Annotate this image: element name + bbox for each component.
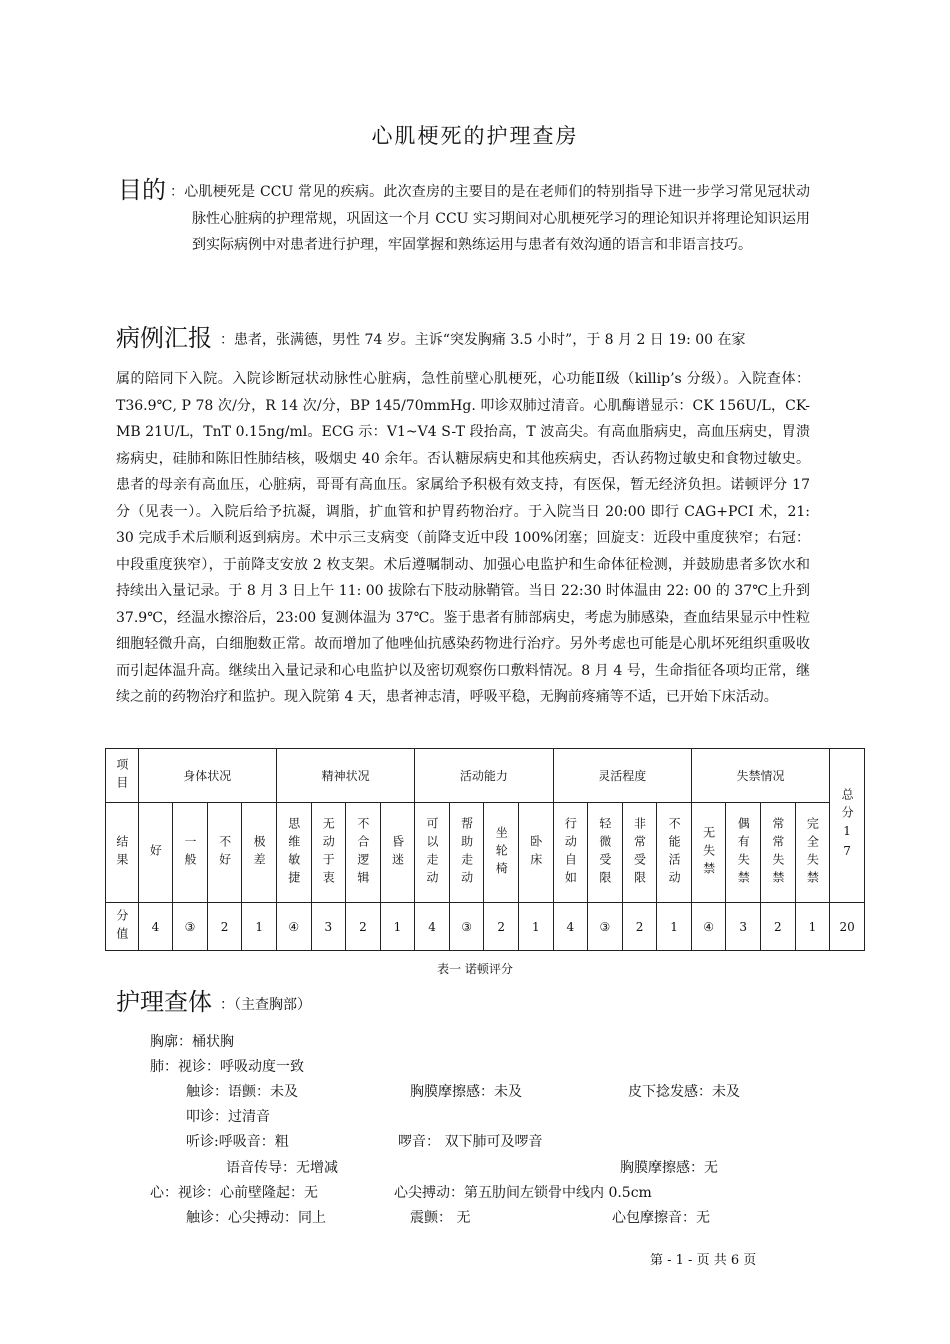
- score-cell: ③: [588, 903, 623, 951]
- exam-line: 叩诊：过清音: [186, 1109, 270, 1125]
- result-cell: 极差: [242, 803, 277, 903]
- exam-line: 胸膜摩擦感：无: [620, 1160, 718, 1176]
- result-cell: 无失禁: [691, 803, 726, 903]
- exam-line: 听诊:呼吸音：粗: [186, 1134, 289, 1150]
- result-cell: 轻微受限: [588, 803, 623, 903]
- score-cell: 2: [484, 903, 519, 951]
- score-cell: 1: [518, 903, 553, 951]
- result-cell: 可以走动: [415, 803, 450, 903]
- group-header: 身体状况: [138, 749, 276, 803]
- table-row-scores: [106, 903, 865, 951]
- result-cell: 完全失禁: [795, 803, 830, 903]
- score-cell: ④: [276, 903, 311, 951]
- result-cell: 不好: [207, 803, 242, 903]
- score-cell: 4: [138, 903, 173, 951]
- case-heading: 病例汇报: [116, 324, 212, 352]
- exam-line: 触诊：语颤：未及: [186, 1084, 298, 1100]
- total-header: 总分17: [830, 749, 865, 903]
- table-row-items: [106, 749, 865, 803]
- result-cell: 不能活动: [657, 803, 692, 903]
- score-cell: 2: [207, 903, 242, 951]
- page-title: 心肌梗死的护理查房: [371, 124, 579, 148]
- score-cell: 1: [795, 903, 830, 951]
- score-cell: 1: [657, 903, 692, 951]
- table-caption: 表一 诺顿评分: [437, 962, 513, 976]
- exam-line: 胸廓：桶状胸: [150, 1034, 234, 1050]
- row-header-result: 结果: [106, 803, 139, 903]
- result-cell: 帮助走动: [449, 803, 484, 903]
- result-cell: 不合逻辑: [346, 803, 381, 903]
- score-cell: 1: [380, 903, 415, 951]
- result-cell: 非常受限: [622, 803, 657, 903]
- row-header-score: 分值: [106, 903, 139, 951]
- result-cell: 好: [138, 803, 173, 903]
- exam-line: 啰音： 双下肺可及啰音: [398, 1134, 543, 1150]
- group-header: 灵活程度: [553, 749, 691, 803]
- result-cell: 偶有失禁: [726, 803, 761, 903]
- row-header-item: 项目: [106, 749, 139, 803]
- score-cell: 3: [726, 903, 761, 951]
- result-cell: 一般: [173, 803, 208, 903]
- page-footer: 第 - 1 - 页 共 6 页: [650, 1253, 757, 1268]
- score-cell: 3: [311, 903, 346, 951]
- score-cell: 2: [761, 903, 796, 951]
- exam-line: 心：视诊：心前壁隆起：无: [150, 1185, 318, 1201]
- score-cell: ④: [691, 903, 726, 951]
- score-cell: 4: [415, 903, 450, 951]
- result-cell: 常常失禁: [761, 803, 796, 903]
- score-cell: 2: [346, 903, 381, 951]
- exam-line: 胸膜摩擦感：未及: [410, 1084, 522, 1100]
- purpose-paragraph: ：心肌梗死是 CCU 常见的疾病。此次查房的主要目的是在老师们的特别指导下进一步学习常见冠状动脉性心脏病的护理常规，巩固这一个月 CCU 实习期间对心肌梗死学习的理论知识并将理论知识运用到实际病例中对患者进行护理，牢固掌握和熟练运用与患者有效沟通的语言和非语言技巧。: [170, 184, 810, 253]
- score-cell: ③: [173, 903, 208, 951]
- case-first-line: ：患者，张满德，男性 74 岁。主诉“突发胸痛 3.5 小时”，于 8 月 2 日 19: 00 在家: [220, 332, 746, 348]
- result-cell: 昏迷: [380, 803, 415, 903]
- purpose-text: [170, 179, 810, 259]
- exam-line: 心尖搏动：第五肋间左锁骨中线内 0.5cm: [394, 1185, 652, 1201]
- exam-line: 触诊：心尖搏动：同上: [186, 1210, 326, 1226]
- exam-line: 肺：视诊：呼吸动度一致: [150, 1059, 304, 1075]
- group-header: 失禁情况: [691, 749, 829, 803]
- result-cell: 思维敏捷: [276, 803, 311, 903]
- score-cell: 2: [622, 903, 657, 951]
- exam-heading: 护理查体: [116, 988, 212, 1016]
- score-cell: 4: [553, 903, 588, 951]
- result-cell: 行动自如: [553, 803, 588, 903]
- total-value: 20: [830, 903, 865, 951]
- table-row-results: [106, 803, 865, 903]
- result-cell: 卧床: [518, 803, 553, 903]
- case-body: 属的陪同下入院。入院诊断冠状动脉性心脏病，急性前壁心肌梗死，心功能Ⅱ级（killip’s 分级）。入院查体：T36.9℃, P 78 次/分，R 14 次/分，BP 145/70mmHg. 叩诊双肺过清音。心肌酶谱显示：CK 156U/L，CK-MB 21U/L，TnT 0.15ng/ml。ECG 示：V1~V4 S-T 段抬高，T 波高尖。有高血脂病史，高血压病史，胃溃疡病史，硅肺和陈旧性肺结核，吸烟史 40 余年。否认糖尿病史和其他疾病史，否认药物过敏史和食物过敏史。患者的母亲有高血压，心脏病，哥哥有高血压。家属给予积极有效支持，有医保，暂无经济负担。诺顿评分 17 分（见表一）。入院后给予抗凝，调脂，扩血管和护胃药物治疗。于入院当日 20:00 即行 CAG+PCI 术，21: 30 完成手术后顺利返到病房。术中示三支病变（前降支近中段 100%闭塞；回旋支：近段中重度狭窄；右冠：中段重度狭窄），于前降支安放 2 枚支架。术后遵嘱制动、加强心电监护和生命体征检测，并鼓励患者多饮水和持续出入量记录。于 8 月 3 日上午 11: 00 拔除右下肢动脉鞘管。当日 22:30 时体温由 22: 00 的 37℃上升到 37.9℃，经温水擦浴后，23:00 复测体温为 37℃。鉴于患者有肺部病史，考虑为肺感染，查血结果显示中性粒细胞轻微升高，白细胞数正常。故而增加了他唑仙抗感染药物进行治疗。另外考虑也可能是心肌坏死组织重吸收而引起体温升高。继续出入量记录和心电监护以及密切观察伤口敷料情况。8 月 4 号，生命指征各项均正常，继续之前的药物治疗和监护。现入院第 4 天，患者神志清，呼吸平稳，无胸前疼痛等不适，已开始下床活动。: [116, 371, 810, 705]
- purpose-heading: 目的: [118, 176, 166, 204]
- score-cell: 1: [242, 903, 277, 951]
- exam-line: 皮下捻发感：未及: [628, 1084, 740, 1100]
- exam-line: 心包摩擦音：无: [612, 1210, 710, 1226]
- exam-subheading: ：（主查胸部）: [220, 997, 311, 1013]
- result-cell: 坐轮椅: [484, 803, 519, 903]
- exam-line: 语音传导：无增减: [226, 1160, 338, 1176]
- group-header: 活动能力: [415, 749, 553, 803]
- norton-score-table: [105, 748, 865, 951]
- result-cell: 无动于衷: [311, 803, 346, 903]
- group-header: 精神状况: [276, 749, 414, 803]
- score-cell: ③: [449, 903, 484, 951]
- exam-line: 震颤： 无: [410, 1210, 471, 1226]
